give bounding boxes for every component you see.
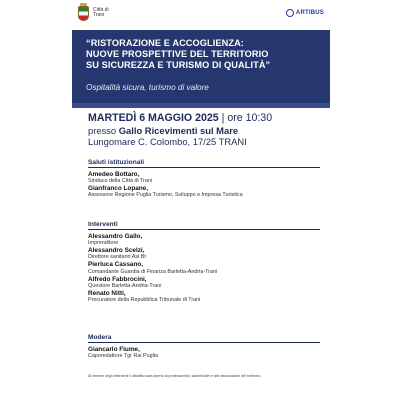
speaker-name: Alfredo Fabbrocini, <box>88 275 147 283</box>
speaker-role: Sindaco della Città di Trani <box>88 178 153 185</box>
modera-title: Modera <box>88 334 320 343</box>
speaker-entry <box>88 171 320 184</box>
speaker-role: Questore Barletta-Andria-Trani <box>88 282 162 289</box>
footnote: Al termine degli interventi il dibattito sarà aperto ai professionisti, stakeholder e alle associazioni del territorio. <box>88 374 262 378</box>
saluti-section <box>88 159 320 199</box>
speaker-entry <box>88 261 320 274</box>
city-label <box>93 8 109 19</box>
speaker-name: Alessandro Gallo, <box>88 233 143 240</box>
coat-of-arms-icon <box>78 6 89 21</box>
event-date: MARTEDÌ 6 MAGGIO 2025 <box>88 112 219 124</box>
speaker-role: Imprenditore <box>88 240 119 247</box>
speaker-name: Renato Nitti, <box>88 289 126 297</box>
city-label-line2: Trani <box>93 12 105 18</box>
poster-header <box>72 0 330 26</box>
event-title: “RISTORAZIONE E ACCOGLIENZA: NUOVE PROSPETTIVE DEL TERRITORIO SU SICUREZZA E TURISMO DI QUALITÀ” <box>86 38 271 71</box>
interventi-section <box>88 221 320 304</box>
speaker-name: Giancarlo Fiume, <box>88 346 140 353</box>
speaker-role: Comandante Guardia di Finanza Barletta-Andria-Trani <box>88 268 218 275</box>
speaker-role: Caporedattore Tgr Rai Puglia <box>88 353 159 360</box>
event-details <box>88 112 324 147</box>
speaker-entry <box>88 185 320 198</box>
speaker-name: Pierluca Cassano, <box>88 261 144 269</box>
speaker-entry <box>88 276 320 289</box>
title-banner <box>72 30 330 108</box>
event-subtitle: Ospitalità sicura, turismo di valore <box>86 83 209 92</box>
city-logo <box>78 6 109 21</box>
speaker-entry <box>88 346 320 359</box>
event-venue <box>88 125 324 136</box>
speaker-name: Amedeo Bottaro, <box>88 171 140 178</box>
venue-name: Gallo Ricevimenti sul Mare <box>118 124 239 136</box>
speaker-entry <box>88 290 320 303</box>
partner-name: ARTIBUS <box>295 10 324 16</box>
speaker-role: Procuratore della Repubblica Tribunale di Trani <box>88 297 201 304</box>
modera-section <box>88 334 320 360</box>
city-label-line1: Città di <box>93 6 109 13</box>
event-time: | ore 10:30 <box>218 112 273 124</box>
speaker-entry <box>88 233 320 246</box>
partner-logo <box>286 9 324 17</box>
banner-stripe <box>72 103 330 108</box>
partner-mark-icon <box>286 9 294 17</box>
speaker-role: Assessore Regione Puglia Turismo, Sviluppo e Impresa Turistica <box>88 192 243 199</box>
event-address: Lungomare C. Colombo, 17/25 TRANI <box>88 135 247 147</box>
event-poster <box>72 0 330 400</box>
speaker-entry <box>88 247 320 260</box>
venue-prefix: presso <box>88 124 119 136</box>
event-date-time <box>88 112 324 125</box>
speaker-name: Alessandro Scelzi, <box>88 247 145 255</box>
speaker-role: Direttore sanitario Asl Bt <box>88 254 146 261</box>
saluti-title: Saluti istituzionali <box>88 159 320 168</box>
speaker-name: Gianfranco Lopane, <box>88 185 149 193</box>
interventi-title: Interventi <box>88 221 320 230</box>
